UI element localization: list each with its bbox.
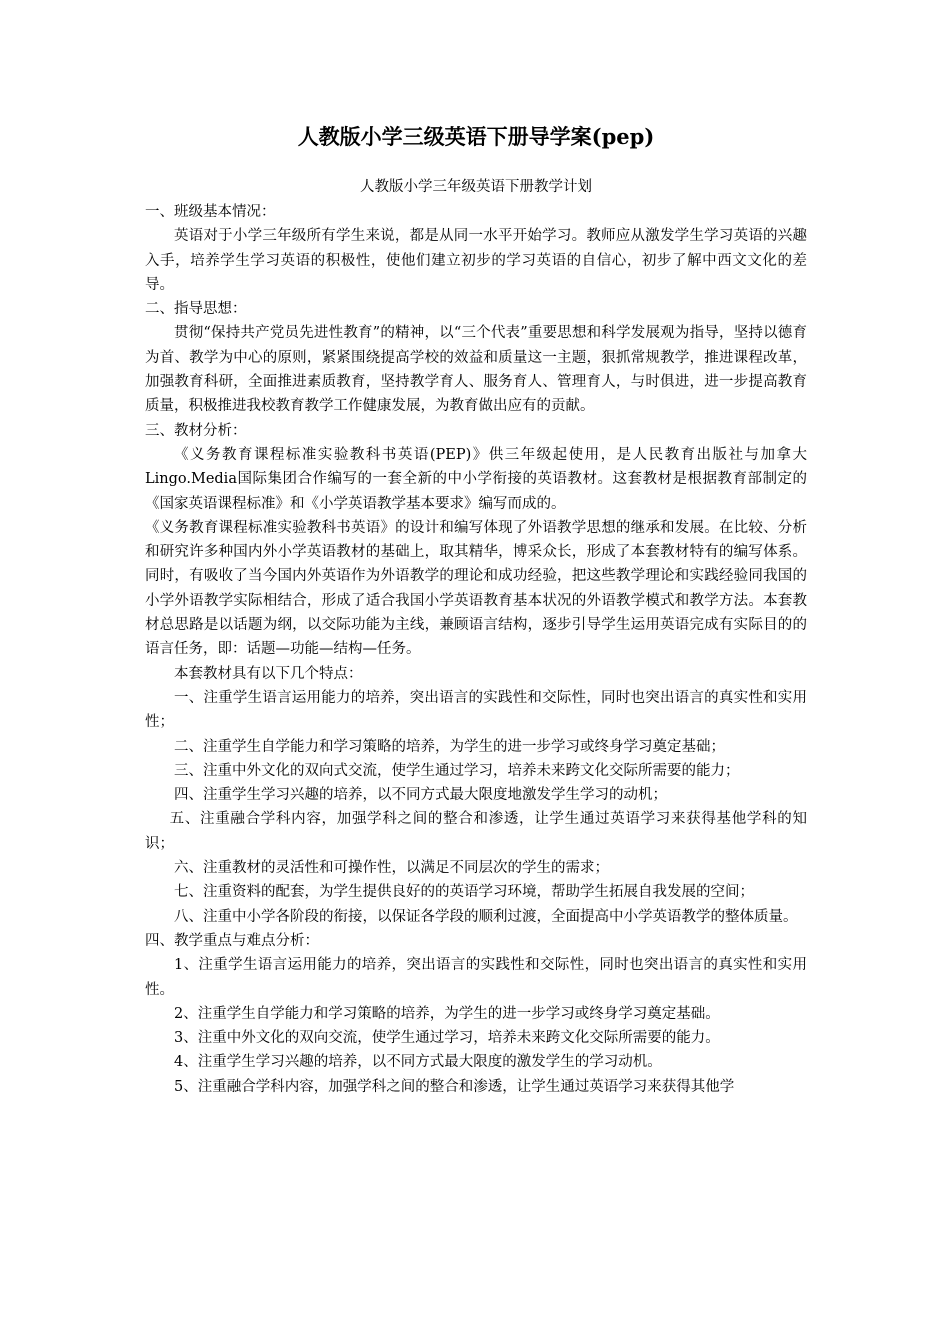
section-heading: 二、指导思想： xyxy=(145,301,247,318)
document-body xyxy=(145,200,807,1099)
paragraph: 《义务教育课程标准实验教科书英语》的设计和编写体现了外语教学思想的继承和发展。在比较、分析和研究许多种国内外小学英语教材的基础上，取其精华，博采众长，形成了本套教材特有的编写体系。同时，有吸收了当今国内外英语作为外语教学的理论和成功经验，把这些教学理论和实践经验同我国的小学外语教学实际相结合，形成了适合我国小学英语教育基本状况的外语教学模式和教学方法。本套教材总思路是以话题为纲，以交际功能为主线，兼顾语言结构，逐步引导学生运用英语完成有实际目的的语言任务，即：话题—功能—结构—任务。 xyxy=(145,519,807,658)
section-heading: 一、班级基本情况： xyxy=(145,204,276,220)
paragraph: 英语对于小学三年级所有学生来说，都是从同一水平开始学习。教师应从激发学生学习英语的兴趣入手，培养学生学习英语的积极性，使他们建立初步的学习英语的自信心，初步了解中西文文化的差导。 xyxy=(145,228,807,293)
paragraph: 2、注重学生自学能力和学习策略的培养，为学生的进一步学习或终身学习奠定基础。 xyxy=(174,1005,720,1022)
section-heading: 四、教学重点与难点分析： xyxy=(145,932,319,949)
document-subtitle: 人教版小学三年级英语下册教学计划 xyxy=(360,179,592,195)
paragraph: 贯彻“保持共产党员先进性教育”的精神，以“三个代表”重要思想和科学发展观为指导，坚持以德育为首、教学为中心的原则，紧紧围绕提高学校的效益和质量这一主题，狠抓常规教学，推进课程改革，加强教育科研，全面推进素质教育，坚持教学育人、服务育人、管理育人，与时俱进，进一步提高教育质量，积极推进我校教育教学工作健康发展，为教育做出应有的贡献。 xyxy=(145,325,807,415)
paragraph: 《义务教育课程标准实验教科书英语(PEP)》供三年级起使用，是人民教育出版社与加拿大Lingo.Media国际集团合作编写的一套全新的中小学衔接的英语教材。这套教材是根据教育部制定的《国家英语课程标准》和《小学英语教学基本要求》编写而成的。 xyxy=(145,446,807,512)
section-heading: 三、教材分析： xyxy=(145,422,247,439)
paragraph: 1、注重学生语言运用能力的培养，突出语言的实践性和交际性，同时也突出语言的真实性和实用性。 xyxy=(145,957,807,998)
paragraph: 四、注重学生学习兴趣的培养，以不同方式最大限度地激发学生学习的动机； xyxy=(174,787,667,804)
paragraph: 3、注重中外文化的双向交流，使学生通过学习，培养未来跨文化交际所需要的能力。 xyxy=(174,1030,720,1047)
paragraph: 三、注重中外文化的双向式交流，使学生通过学习，培养未来跨文化交际所需要的能力； xyxy=(174,762,740,779)
paragraph: 八、注重中小学各阶段的衔接，以保证各学段的顺利过渡，全面提高中小学英语教学的整体质量。 xyxy=(174,908,798,925)
paragraph: 七、注重资料的配套，为学生提供良好的的英语学习环境，帮助学生拓展自我发展的空间； xyxy=(174,884,754,901)
paragraph: 4、注重学生学习兴趣的培养，以不同方式最大限度的激发学生的学习动机。 xyxy=(174,1054,662,1071)
paragraph: 本套教材具有以下几个特点： xyxy=(174,665,363,682)
document-title: 人教版小学三级英语下册导学案(pep) xyxy=(297,124,655,149)
paragraph: 5、注重融合学科内容，加强学科之间的整合和渗透，让学生通过英语学习来获得其他学 xyxy=(174,1078,735,1095)
paragraph: 二、注重学生自学能力和学习策略的培养，为学生的进一步学习或终身学习奠定基础； xyxy=(174,738,725,755)
paragraph: 六、注重教材的灵活性和可操作性，以满足不同层次的学生的需求； xyxy=(174,860,609,877)
paragraph: 一、注重学生语言运用能力的培养，突出语言的实践性和交际性，同时也突出语言的真实性和实用性； xyxy=(145,689,807,731)
paragraph: 五、注重融合学科内容，加强学科之间的整合和渗透，让学生通过英语学习来获得基他学科的知识； xyxy=(145,811,807,852)
